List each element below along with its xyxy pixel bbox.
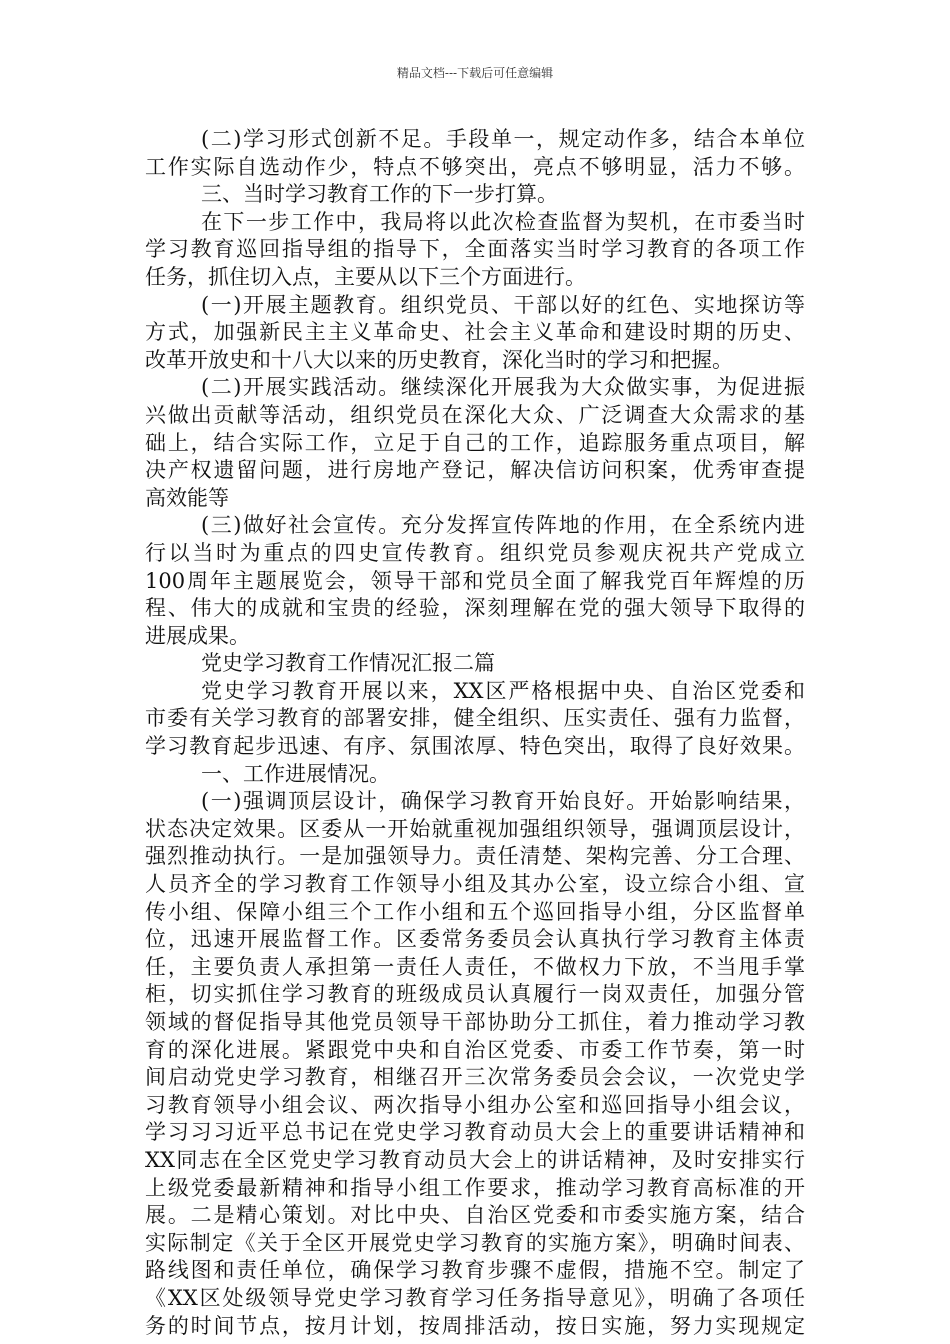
- text-line: 学习习习近平总书记在党史学习教育动员大会上的重要讲话精神和: [145, 1120, 805, 1145]
- text-line: 间启动党史学习教育，相继召开三次常务委员会会议，一次党史学: [145, 1065, 805, 1090]
- text-line: 一、工作进展情况。: [201, 761, 390, 786]
- text-line: 100周年主题展览会，领导干部和党员全面了解我党百年辉煌的历: [145, 568, 805, 593]
- text-line: XX同志在全区党史学习教育动员大会上的讲话精神，及时安排实行: [145, 1147, 805, 1172]
- text-line: 进展成果。: [145, 623, 250, 648]
- text-line: (一)强调顶层设计，确保学习教育开始良好。开始影响结果，: [201, 789, 805, 814]
- text-line: 强烈推动执行。一是加强领导力。责任清楚、架构完善、分工合理、: [145, 844, 805, 869]
- text-line: 上级党委最新精神和指导小组工作要求，推动学习教育高标准的开: [145, 1175, 805, 1200]
- text-line: 决产权遗留问题，进行房地产登记，解决信访问积案，优秀审查提: [145, 458, 805, 483]
- text-line: 《XX区处级领导党史学习教育学习任务指导意见》，明确了各项任: [145, 1285, 805, 1310]
- text-line: 路线图和责任单位，确保学习教育步骤不虚假，措施不空。制定了: [145, 1258, 805, 1283]
- text-line: 行以当时为重点的四史宣传教育。组织党员参观庆祝共产党成立: [145, 540, 805, 565]
- text-line: 传小组、保障小组三个工作小组和五个巡回指导小组，分区监督单: [145, 899, 805, 924]
- text-line: 任务，抓住切入点，主要从以下三个方面进行。: [145, 264, 586, 289]
- text-line: 务的时间节点，按月计划，按周排活动，按日实施，努力实现规定: [145, 1313, 805, 1338]
- text-line: 育的深化进展。紧跟党中央和自治区党委、市委工作节奏，第一时: [145, 1037, 805, 1062]
- text-line: 党史学习教育工作情况汇报二篇: [201, 651, 495, 676]
- page-header: 精品文档---下载后可任意编辑: [396, 66, 554, 80]
- document-body: [145, 126, 805, 1340]
- text-line: 础上，结合实际工作，立足于自己的工作，追踪服务重点项目，解: [145, 430, 805, 455]
- text-line: 三、当时学习教育工作的下一步打算。: [201, 182, 558, 207]
- text-line: 位，迅速开展监督工作。区委常务委员会认真执行学习教育主体责: [145, 927, 805, 952]
- text-line: 工作实际自选动作少，特点不够突出，亮点不够明显，活力不够。: [145, 154, 805, 179]
- text-line: 柜，切实抓住学习教育的班级成员认真履行一岗双责任，加强分管: [145, 982, 805, 1007]
- text-line: 学习教育起步迅速、有序、氛围浓厚、特色突出，取得了良好效果。: [145, 734, 805, 759]
- text-line: 状态决定效果。区委从一开始就重视加强组织领导，强调顶层设计，: [145, 816, 805, 841]
- text-line: 在下一步工作中，我局将以此次检查监督为契机，在市委当时: [201, 209, 805, 234]
- text-line: (二)开展实践活动。继续深化开展我为大众做实事，为促进振: [201, 375, 805, 400]
- text-line: 展。二是精心策划。对比中央、自治区党委和市委实施方案，结合: [145, 1203, 805, 1228]
- text-line: (二)学习形式创新不足。手段单一，规定动作多，结合本单位: [201, 127, 805, 151]
- text-line: 学习教育巡回指导组的指导下，全面落实当时学习教育的各项工作: [145, 237, 805, 262]
- text-line: 任，主要负责人承担第一责任人责任，不做权力下放，不当甩手掌: [145, 954, 805, 979]
- text-line: (三)做好社会宣传。充分发挥宣传阵地的作用，在全系统内进: [201, 513, 805, 538]
- text-line: 人员齐全的学习教育工作领导小组及其办公室，设立综合小组、宣: [145, 872, 805, 897]
- text-line: 领域的督促指导其他党员领导干部协助分工抓住，着力推动学习教: [145, 1010, 805, 1034]
- text-line: 兴做出贡献等活动，组织党员在深化大众、广泛调查大众需求的基: [145, 402, 805, 427]
- text-line: 方式，加强新民主主义革命史、社会主义革命和建设时期的历史、: [145, 320, 805, 345]
- text-line: 高效能等: [145, 485, 229, 510]
- text-line: 市委有关学习教育的部署安排，健全组织、压实责任、强有力监督，: [145, 706, 805, 731]
- text-line: 习教育领导小组会议、两次指导小组办公室和巡回指导小组会议，: [145, 1092, 805, 1117]
- text-line: (一)开展主题教育。组织党员、干部以好的红色、实地探访等: [201, 292, 805, 317]
- text-line: 程、伟大的成就和宝贵的经验，深刻理解在党的强大领导下取得的: [145, 596, 805, 621]
- text-line: 改革开放史和十八大以来的历史教育，深化当时的学习和把握。: [145, 347, 733, 372]
- text-line: 党史学习教育开展以来，XX区严格根据中央、自治区党委和: [201, 678, 805, 703]
- text-line: 实际制定《关于全区开展党史学习教育的实施方案》，明确时间表、: [145, 1230, 805, 1255]
